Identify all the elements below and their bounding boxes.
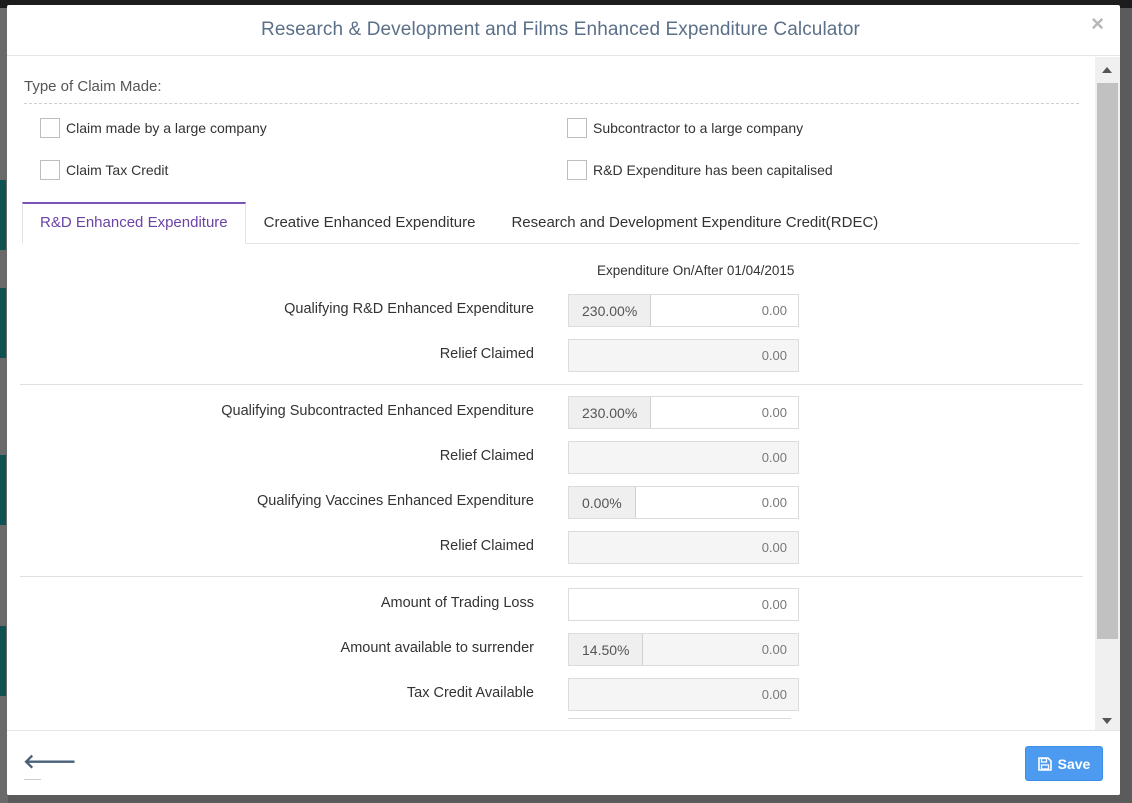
modal-body	[7, 57, 1095, 730]
field-row	[7, 396, 1087, 430]
save-button[interactable]	[1025, 746, 1103, 781]
floppy-disk-icon	[1038, 757, 1052, 771]
checkbox-rd-capitalised[interactable]	[567, 160, 833, 180]
input-value: 0.00	[761, 405, 787, 420]
section-divider	[20, 576, 1083, 577]
rate-addon: 230.00%	[569, 295, 651, 326]
field-label: Relief Claimed	[439, 448, 534, 464]
field-label: Relief Claimed	[439, 538, 534, 554]
field-label: Tax Credit Available	[406, 685, 534, 701]
back-arrow-icon[interactable]: 🡐	[23, 751, 77, 773]
qualifying-vaccines-expenditure-input[interactable]	[568, 486, 799, 519]
rate-addon: 230.00%	[569, 397, 651, 428]
calculator-modal	[7, 5, 1120, 795]
checkbox-large-company[interactable]	[40, 118, 267, 138]
checkbox[interactable]	[567, 118, 587, 138]
field-row	[7, 486, 1087, 520]
checkbox-label: Claim Tax Credit	[66, 162, 169, 178]
field-row	[7, 531, 1087, 565]
input-value: 0.00	[761, 687, 787, 702]
field-label: Relief Claimed	[439, 346, 534, 362]
input-value: 0.00	[761, 642, 787, 657]
field-label: Qualifying Subcontracted Enhanced Expenditure	[221, 403, 534, 419]
checkbox-subcontractor[interactable]	[567, 118, 803, 138]
close-icon[interactable]: ×	[1091, 11, 1104, 36]
relief-claimed-field	[568, 441, 799, 474]
input-value: 0.00	[761, 450, 787, 465]
field-label: Qualifying Vaccines Enhanced Expenditure	[256, 493, 534, 509]
checkbox-label: R&D Expenditure has been capitalised	[593, 162, 833, 178]
checkbox-claim-tax-credit[interactable]	[40, 160, 168, 180]
tax-credit-available-field	[568, 678, 799, 711]
background-accent	[0, 180, 6, 250]
scroll-down-icon[interactable]	[1102, 718, 1112, 724]
modal-title: Research & Development and Films Enhanced Expenditure Calculator	[261, 19, 860, 40]
input-value: 0.00	[761, 495, 787, 510]
field-row	[7, 441, 1087, 475]
field-row	[7, 633, 1087, 667]
checkbox[interactable]	[40, 118, 60, 138]
rate-addon: 0.00%	[569, 487, 636, 518]
field-label: Qualifying R&D Enhanced Expenditure	[284, 301, 534, 317]
tab-creative-enhanced-expenditure[interactable]: Creative Enhanced Expenditure	[263, 214, 476, 231]
column-header: Expenditure On/After 01/04/2015	[597, 263, 795, 278]
rate-addon: 14.50%	[569, 634, 643, 665]
background-accent	[0, 455, 6, 525]
checkbox[interactable]	[567, 160, 587, 180]
checkbox-label: Subcontractor to a large company	[593, 120, 804, 136]
field-label: Amount of Trading Loss	[380, 595, 534, 611]
input-value: 0.00	[761, 348, 787, 363]
divider	[24, 103, 1079, 104]
modal-footer	[7, 730, 1120, 795]
scrollbar-thumb[interactable]	[1097, 83, 1118, 639]
checkbox-label: Claim made by a large company	[66, 120, 267, 136]
relief-claimed-field	[568, 531, 799, 564]
field-row	[7, 339, 1087, 373]
amount-available-to-surrender-field	[568, 633, 799, 666]
input-value: 0.00	[761, 540, 787, 555]
tab-bar	[22, 202, 1079, 244]
input-value: 0.00	[761, 597, 787, 612]
divider	[24, 779, 41, 780]
scrollbar[interactable]	[1095, 57, 1120, 730]
modal-header	[7, 5, 1120, 56]
scroll-up-icon[interactable]	[1102, 67, 1112, 73]
field-row	[7, 294, 1087, 328]
field-row	[7, 678, 1087, 712]
field-row	[7, 588, 1087, 622]
trading-loss-input[interactable]	[568, 588, 799, 621]
background-accent	[0, 626, 6, 696]
input-value: 0.00	[761, 303, 787, 318]
qualifying-rd-expenditure-input[interactable]	[568, 294, 799, 327]
save-button-label: Save	[1057, 755, 1091, 772]
relief-claimed-field	[568, 339, 799, 372]
qualifying-subcontracted-expenditure-input[interactable]	[568, 396, 799, 429]
tab-rd-enhanced-expenditure[interactable]: R&D Enhanced Expenditure	[22, 202, 246, 244]
field-label: Amount available to surrender	[340, 640, 534, 656]
claim-type-label: Type of Claim Made:	[24, 78, 162, 95]
section-divider	[20, 384, 1083, 385]
checkbox[interactable]	[40, 160, 60, 180]
background-accent	[0, 288, 6, 358]
partial-input-field	[568, 718, 791, 730]
tab-rdec[interactable]: Research and Development Expenditure Credit(RDEC)	[511, 214, 879, 231]
